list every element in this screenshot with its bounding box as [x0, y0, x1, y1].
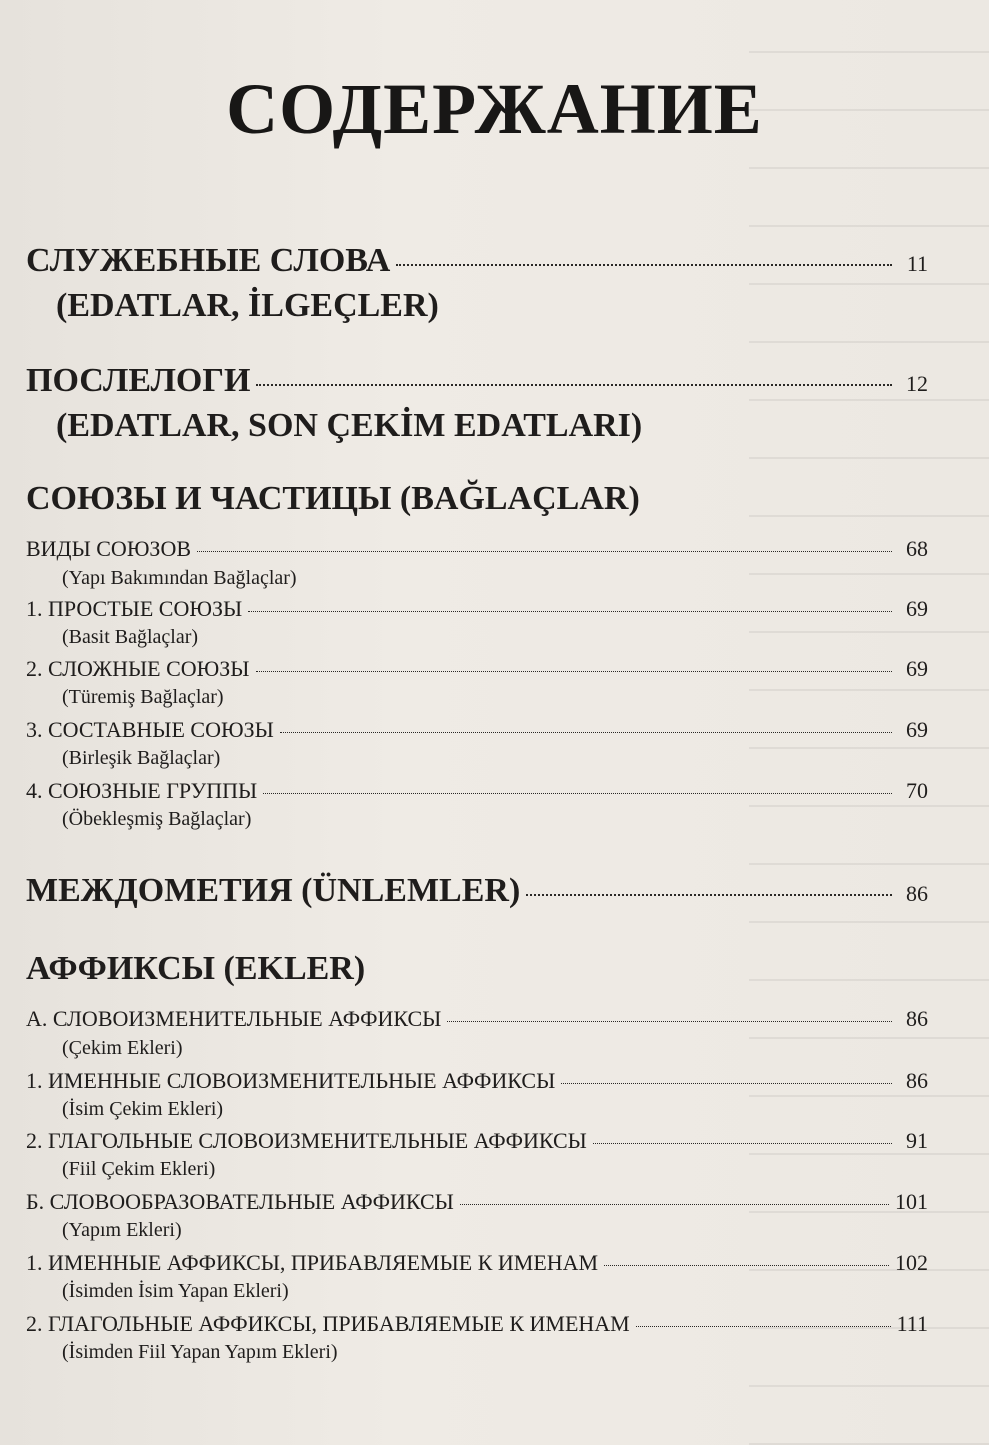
page-number: 70	[906, 778, 928, 803]
page-number: 12	[906, 371, 928, 396]
entry-title: 3. СОСТАВНЫЕ СОЮЗЫ	[26, 717, 274, 742]
toc-entry-postpositions[interactable]	[26, 362, 928, 400]
entry-title: 4. СОЮЗНЫЕ ГРУППЫ	[26, 778, 258, 803]
entry-subtitle: (Yapım Ekleri)	[62, 1219, 182, 1241]
toc-entry[interactable]	[26, 536, 928, 562]
entry-title: 2. СЛОЖНЫЕ СОЮЗЫ	[26, 656, 250, 681]
entry-title: ВИДЫ СОЮЗОВ	[26, 536, 192, 561]
dot-leader	[604, 1265, 889, 1266]
toc-entry[interactable]	[26, 1311, 928, 1337]
page-number: 69	[906, 596, 928, 621]
dot-leader	[396, 264, 892, 266]
dot-leader	[256, 384, 892, 386]
toc-entry[interactable]	[26, 778, 928, 804]
page-number: 111	[896, 1311, 928, 1336]
entry-subtitle: (İsim Çekim Ekleri)	[62, 1098, 224, 1120]
toc-entry[interactable]	[26, 1128, 928, 1154]
entry-subtitle: (Türemiş Bağlaçlar)	[62, 686, 224, 708]
entry-subtitle: (EDATLAR, İLGEÇLER)	[56, 287, 439, 324]
entry-subtitle: (Basit Bağlaçlar)	[62, 626, 199, 648]
entry-title: 1. ИМЕННЫЕ АФФИКСЫ, ПРИБАВЛЯЕМЫЕ К ИМЕНАМ	[26, 1250, 599, 1275]
entry-title: 2. ГЛАГОЛЬНЫЕ АФФИКСЫ, ПРИБАВЛЯЕМЫЕ К ИМЕНАМ	[26, 1311, 630, 1336]
dot-leader	[263, 793, 892, 794]
entry-title: 1. ПРОСТЫЕ СОЮЗЫ	[26, 596, 243, 621]
toc-entry[interactable]	[26, 1006, 928, 1032]
entry-title: Б. СЛОВООБРАЗОВАТЕЛЬНЫЕ АФФИКСЫ	[26, 1189, 454, 1214]
entry-title: ПОСЛЕЛОГИ	[26, 362, 251, 399]
section-heading-conjunctions: СОЮЗЫ И ЧАСТИЦЫ (BAĞLAÇLAR)	[26, 480, 640, 517]
dot-leader	[256, 671, 893, 672]
page-number: 69	[906, 656, 928, 681]
dot-leader	[280, 732, 892, 733]
toc-entry-service-words[interactable]	[26, 242, 928, 280]
page-number: 68	[906, 536, 928, 561]
page-number: 101	[895, 1189, 928, 1214]
dot-leader	[636, 1326, 891, 1327]
entry-title: 2. ГЛАГОЛЬНЫЕ СЛОВОИЗМЕНИТЕЛЬНЫЕ АФФИКСЫ	[26, 1128, 587, 1153]
entry-subtitle: (Yapı Bakımından Bağlaçlar)	[62, 567, 297, 589]
toc-entry[interactable]	[26, 717, 928, 743]
entry-title: МЕЖДОМЕТИЯ (ÜNLEMLER)	[26, 872, 521, 909]
dot-leader	[526, 894, 892, 896]
page-title: СОДЕРЖАНИЕ	[226, 69, 763, 149]
toc-entry[interactable]	[26, 1068, 928, 1094]
section-heading-affixes: АФФИКСЫ (EKLER)	[26, 950, 366, 987]
page-number: 11	[906, 251, 928, 276]
toc-entry[interactable]	[26, 656, 928, 682]
dot-leader	[593, 1143, 892, 1144]
dot-leader	[561, 1083, 892, 1084]
page-number: 102	[895, 1250, 928, 1275]
entry-subtitle: (EDATLAR, SON ÇEKİM EDATLARI)	[56, 407, 643, 444]
dot-leader	[248, 611, 892, 612]
entry-subtitle: (Çekim Ekleri)	[62, 1037, 183, 1059]
entry-subtitle: (Öbekleşmiş Bağlaçlar)	[62, 808, 252, 830]
page-number: 86	[906, 881, 928, 906]
dot-leader	[460, 1204, 889, 1205]
toc-entry[interactable]	[26, 596, 928, 622]
page-number: 91	[906, 1128, 928, 1153]
toc-entry-interjections[interactable]	[26, 872, 928, 910]
entry-subtitle: (Fiil Çekim Ekleri)	[62, 1158, 216, 1180]
dot-leader	[447, 1021, 892, 1022]
entry-title: А. СЛОВОИЗМЕНИТЕЛЬНЫЕ АФФИКСЫ	[26, 1006, 442, 1031]
page-number: 69	[906, 717, 928, 742]
entry-subtitle: (İsimden Fiil Yapan Yapım Ekleri)	[62, 1341, 338, 1363]
toc-entry[interactable]	[26, 1250, 928, 1276]
entry-title: 1. ИМЕННЫЕ СЛОВОИЗМЕНИТЕЛЬНЫЕ АФФИКСЫ	[26, 1068, 556, 1093]
toc-entry[interactable]	[26, 1189, 928, 1215]
page-number: 86	[906, 1068, 928, 1093]
entry-title: СЛУЖЕБНЫЕ СЛОВА	[26, 242, 391, 279]
page-number: 86	[906, 1006, 928, 1031]
entry-subtitle: (Birleşik Bağlaçlar)	[62, 747, 221, 769]
dot-leader	[197, 551, 892, 552]
entry-subtitle: (İsimden İsim Yapan Ekleri)	[62, 1280, 289, 1302]
